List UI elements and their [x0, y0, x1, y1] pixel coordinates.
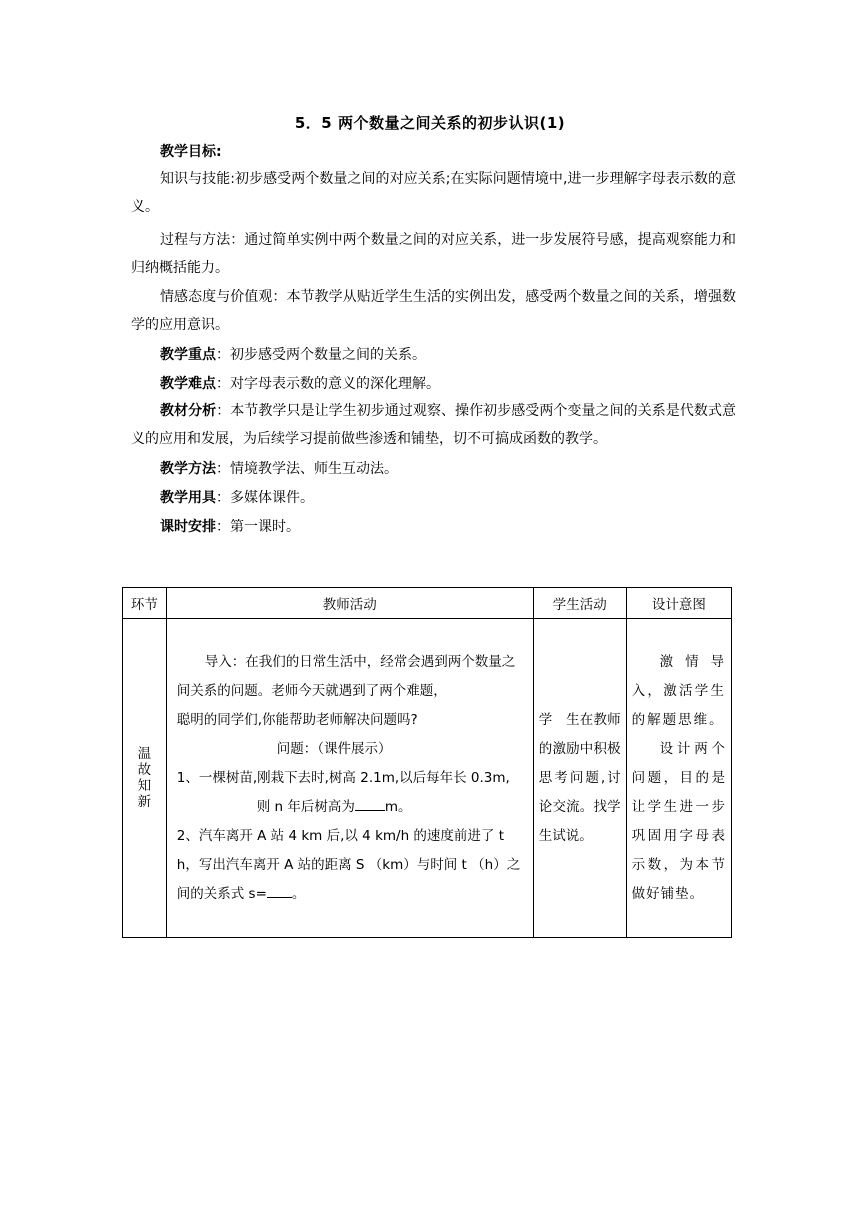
- student-activity-text: 学 生在教师的激励中积极思考问题,讨论交流。找学生试说。: [538, 711, 621, 844]
- answer-blank: [267, 883, 292, 898]
- objective-knowledge: 知识与技能:初步感受两个数量之间的对应关系;在实际问题情境中,进一步理解字母表示数的意义。: [131, 171, 736, 215]
- objective-process: 过程与方法：通过简单实例中两个数量之间的对应关系，进一步发展符号感，提高观察能力和归纳概括能力。: [131, 232, 736, 276]
- key-point-label: 教学重点: [160, 347, 216, 363]
- design-intent-2: 设计两个问题，目的是让学生进一步巩固用字母表示数，为本节做好铺垫。: [631, 740, 726, 902]
- stage-label: 温故知新: [137, 746, 152, 810]
- tools-text: ：多媒体课件。: [216, 490, 314, 506]
- problem-1-answer-line: [177, 793, 527, 822]
- stage-cell: [123, 619, 167, 938]
- key-point-text: ：初步感受两个数量之间的关系。: [216, 347, 426, 363]
- document-title: 5．5 两个数量之间关系的初步认识(1): [294, 114, 566, 132]
- problem-1-tail-post: m。: [384, 798, 412, 815]
- design-intent-cell: [626, 619, 731, 938]
- answer-blank: [355, 796, 385, 811]
- method-label: 教学方法: [160, 461, 216, 477]
- schedule: [160, 517, 300, 537]
- analysis-label: 教材分析: [160, 403, 217, 419]
- header-design-intent: 设计意图: [626, 588, 731, 619]
- objective-emotion: 情感态度与价值观：本节教学从贴近学生生活的实例出发，感受两个数量之间的关系，增强数学的应用意识。: [131, 289, 736, 333]
- teaching-tools: [160, 488, 314, 508]
- problem-title: 问题：（课件展示）: [276, 740, 392, 757]
- teacher-activity-cell: [166, 619, 533, 938]
- problem-1-tail-pre: 则 n 年后树高为: [256, 798, 355, 815]
- difficulty-label: 教学难点: [160, 376, 216, 392]
- schedule-text: ：第一课时。: [216, 519, 300, 535]
- teacher-intro: 导入：在我们的日常生活中，经常会遇到两个数量之间关系的问题。老师今天就遇到了两个难题，: [176, 653, 516, 699]
- teacher-ask: 聪明的同学们,你能帮助老师解决问题吗?: [176, 711, 418, 728]
- student-activity-cell: [533, 619, 626, 938]
- header-student-activity: 学生活动: [533, 588, 626, 619]
- problem-2-tail: 。: [291, 885, 306, 902]
- problem-1: 1、一棵树苗,刚栽下去时,树高 2.1m,以后每年长 0.3m,: [176, 769, 510, 786]
- schedule-label: 课时安排: [160, 519, 216, 535]
- tools-label: 教学用具: [160, 490, 216, 506]
- method-text: ：情境教学法、师生互动法。: [216, 461, 398, 477]
- table-row: [123, 619, 732, 938]
- difficulty-text: ：对字母表示数的意义的深化理解。: [216, 376, 440, 392]
- material-analysis: [131, 397, 736, 453]
- problem-2: [177, 822, 527, 909]
- key-point: [160, 345, 426, 365]
- table-header-row: [123, 588, 732, 619]
- problem-2-text: 2、汽车离开 A 站 4 km 后,以 4 km/h 的速度前进了 t h，写出汽车离开 A 站的距离 S （km）与时间 t （h）之间的关系式 s=: [176, 827, 521, 902]
- header-stage: 环节: [123, 588, 167, 619]
- lesson-plan-table: [122, 587, 732, 938]
- analysis-text: ：本节教学只是让学生初步通过观察、操作初步感受两个变量之间的关系是代数式意义的应用和发展，为后续学习提前做些渗透和铺垫，切不可搞成函数的教学。: [131, 403, 737, 447]
- teaching-method: [160, 459, 398, 479]
- design-intent-1: 激情导入，激活学生的解题思维。: [631, 653, 726, 728]
- difficulty: [160, 374, 440, 394]
- header-teacher-activity: 教师活动: [166, 588, 533, 619]
- objectives-heading: 教学目标:: [160, 144, 222, 160]
